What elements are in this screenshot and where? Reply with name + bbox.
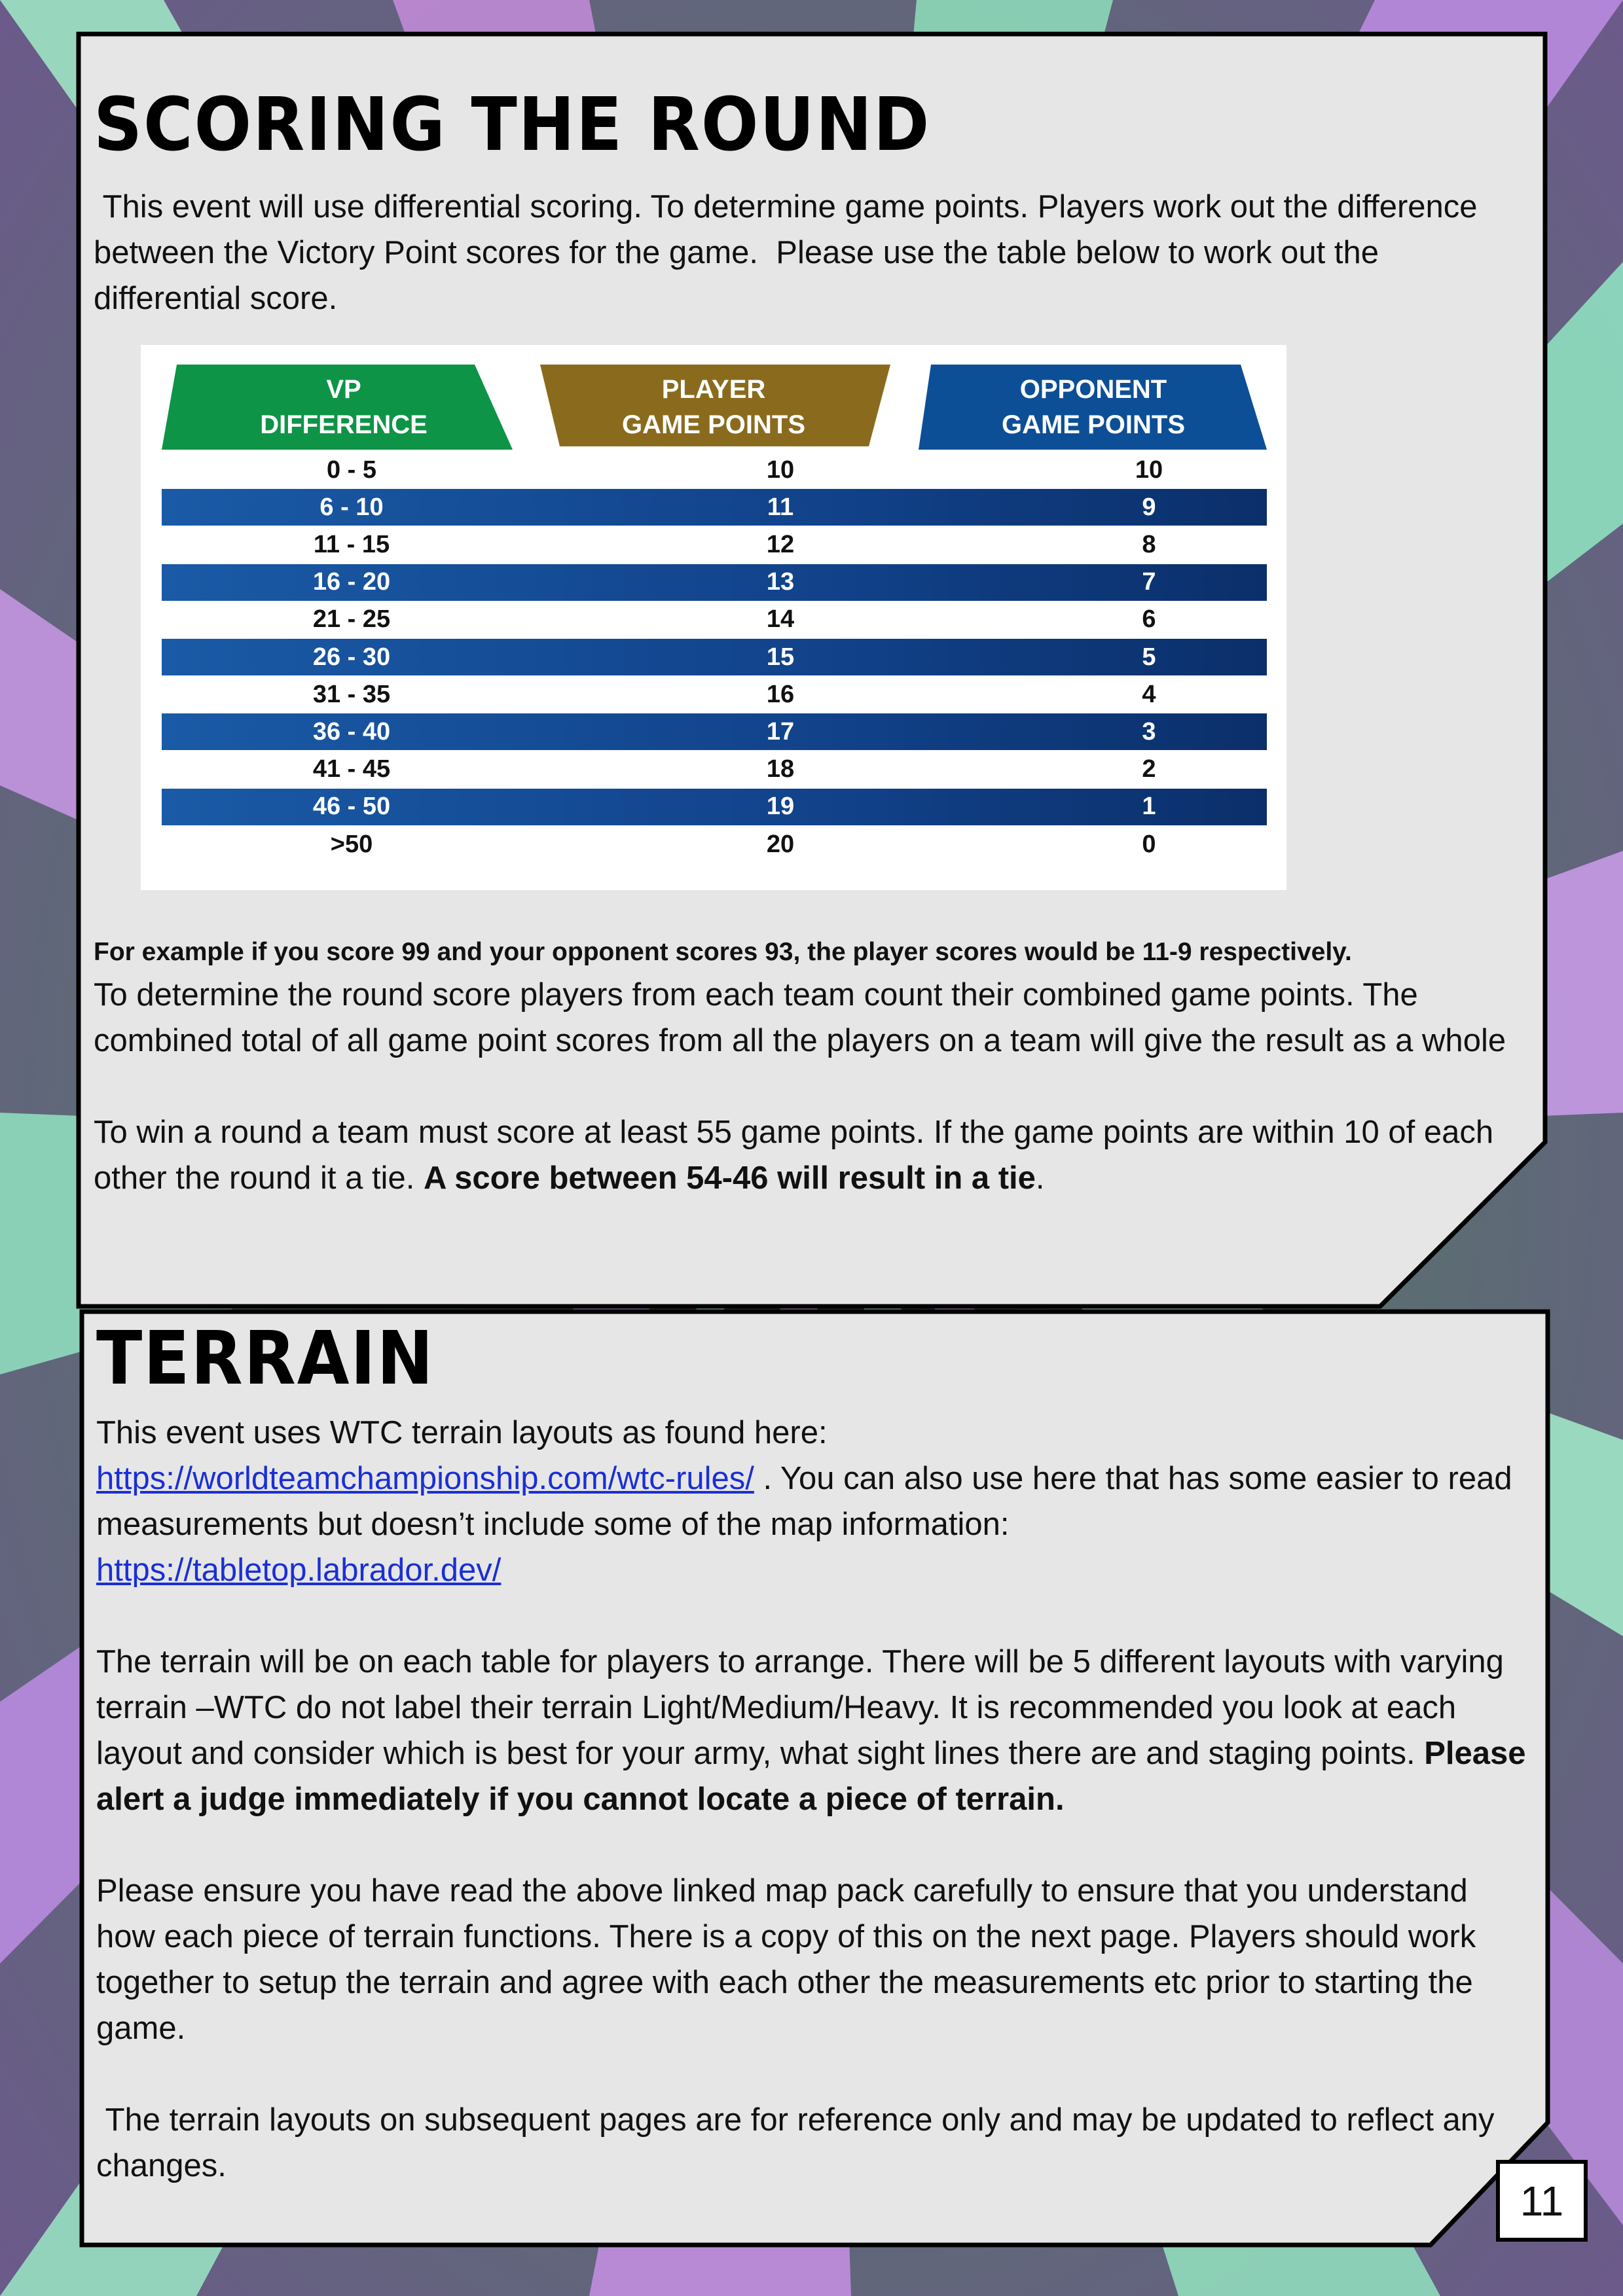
terrain-intro-text: This event uses WTC terrain layouts as found here: (96, 1415, 828, 1450)
player-points-cell: 18 (766, 755, 795, 783)
table-row (162, 789, 1267, 825)
opponent-points-cell: 4 (1142, 680, 1156, 708)
terrain-layout-paragraph (96, 1639, 1530, 1822)
terrain-links-paragraph (96, 1410, 1530, 1593)
vp-difference-cell: 41 - 45 (312, 755, 391, 783)
table-row (162, 676, 1267, 713)
terrain-alt-text: . You can also use here that has some easier to read measurements but doesn’t include some of the map information: (96, 1461, 1512, 1542)
opponent-points-cell: 3 (1142, 717, 1156, 745)
player-points-cell: 17 (766, 717, 795, 745)
vp-difference-cell: 6 - 10 (319, 493, 384, 521)
page-title: SCORING THE ROUND (94, 82, 931, 168)
win-condition-text: To win a round a team must score at least 55 game points. If the game points are within 10 of each other the round it a tie. (94, 1115, 1494, 1196)
header-opponent-points: OPPONENT GAME POINTS (1001, 375, 1186, 439)
vp-difference-cell: 31 - 35 (312, 680, 391, 708)
table-row (162, 826, 1267, 863)
opponent-points-cell: 0 (1142, 830, 1156, 858)
terrain-title: TERRAIN (96, 1316, 435, 1401)
player-points-cell: 19 (766, 793, 795, 821)
terrain-layout-text: The terrain will be on each table for players to arrange. There will be 5 different layouts with varying terrain –WTC do not label their terrain Light/Medium/Heavy. It is recommended you look at each layout and consider which is best for your army, what sight lines there are and staging points. (96, 1644, 1504, 1771)
vp-difference-cell: 21 - 25 (312, 605, 391, 634)
opponent-points-cell: 10 (1135, 456, 1163, 484)
opponent-points-cell: 7 (1142, 568, 1156, 596)
judge-alert-text: Please alert a judge immediately if you cannot locate a piece of terrain. (96, 1736, 1526, 1817)
vp-difference-cell: 11 - 15 (313, 530, 390, 558)
tabletop-labrador-link[interactable]: https://tabletop.labrador.dev/ (96, 1552, 501, 1588)
table-row (162, 452, 1267, 488)
opponent-points-cell: 1 (1142, 793, 1156, 821)
terrain-panel (0, 1302, 1623, 2258)
player-points-cell: 20 (766, 830, 795, 858)
vp-difference-cell: 46 - 50 (312, 793, 391, 821)
wtc-rules-link[interactable]: https://worldteamchampionship.com/wtc-rules/ (96, 1461, 754, 1496)
player-points-cell: 16 (766, 680, 795, 708)
opponent-points-cell: 5 (1142, 643, 1156, 671)
opponent-points-cell: 9 (1142, 493, 1156, 521)
map-pack-paragraph: Please ensure you have read the above linked map pack carefully to ensure that you understand how each piece of terrain functions. There is a copy of this on the next page. Players should work together to setup the terrain and agree with each other the measurements etc prior to starting the game. (96, 1873, 1476, 2046)
win-condition-end: . (1035, 1160, 1045, 1196)
reference-note-paragraph: The terrain layouts on subsequent pages are for reference only and may be updated to reflect any changes. (96, 2102, 1504, 2183)
vp-difference-cell: 0 - 5 (326, 456, 377, 484)
opponent-points-cell: 6 (1142, 605, 1156, 634)
vp-difference-cell: 16 - 20 (312, 568, 391, 596)
table-row (162, 564, 1267, 601)
vp-difference-cell: 26 - 30 (312, 643, 391, 671)
table-row (162, 526, 1267, 563)
header-player-points: PLAYER GAME POINTS (621, 375, 806, 439)
table-row (162, 639, 1267, 675)
opponent-points-cell: 2 (1142, 755, 1156, 783)
round-score-paragraph: To determine the round score players from each team count their combined game points. The combined total of all game point scores from all the players on a team will give the result as a whole (94, 977, 1506, 1058)
vp-difference-cell: 36 - 40 (312, 717, 391, 745)
table-row (162, 489, 1267, 526)
opponent-points-cell: 8 (1142, 530, 1156, 558)
win-condition-paragraph (94, 1109, 1534, 1201)
table-row (162, 601, 1267, 638)
player-points-cell: 11 (767, 493, 794, 521)
table-row (162, 713, 1267, 750)
player-points-cell: 10 (766, 456, 795, 484)
player-points-cell: 13 (766, 568, 795, 596)
header-vp-difference: VP DIFFERENCE (260, 375, 428, 439)
page-number: 11 (1496, 2160, 1588, 2242)
tie-rule-text: A score between 54-46 will result in a tie (423, 1160, 1036, 1196)
intro-text: This event will use differential scoring. To determine game points. Players work out the difference between the Victory Point scores for the game. Please use the table below to work out the differential score. (94, 189, 1487, 316)
table-row (162, 751, 1267, 788)
player-points-cell: 14 (766, 605, 795, 634)
example-text: For example if you score 99 and your opponent scores 93, the player scores would be 11-9 respectively. (94, 938, 1352, 966)
player-points-cell: 15 (766, 643, 795, 671)
player-points-cell: 12 (766, 530, 795, 558)
vp-difference-cell: >50 (330, 830, 373, 858)
scoring-table (141, 345, 1286, 890)
